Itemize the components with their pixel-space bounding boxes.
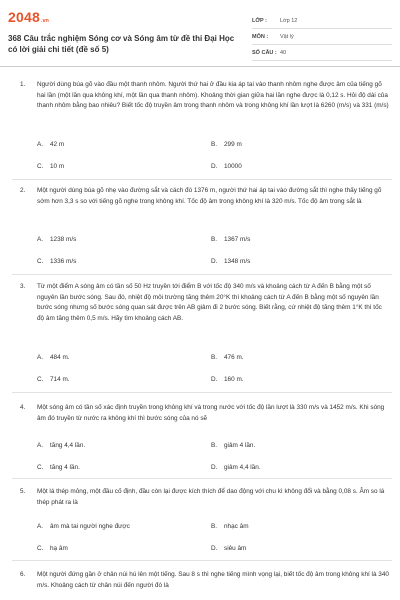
option-text: 42 m — [50, 141, 65, 148]
question-text: Người dùng búa gõ vào đầu một thanh nhôm. Người thứ hai ở đầu kia áp tai vào thanh nhôm nghe được âm của tiếng gõ hai lần (một lần qua không khí, một lần qua thanh nhôm). Khoảng thời gian giữa hai lần nghe được là 0,12 s. Hỏi độ dài của thanh nhôm bằng bao nhiêu? Biết tốc độ truyền âm trong thanh nhôm và trong không khí lần lượt là 6260 (m/s) và 331 (m/s) — [37, 81, 389, 110]
question-text: Một người dùng búa gõ nhẹ vào đường sắt và cách đó 1376 m, người thứ hai áp tai vào đường sắt thì nghe thấy tiếng gõ sớm hơn 3,3 s so với tiếng gõ nghe trong không khí. Tốc độ âm trong không khí là 320 m/s. Tốc độ âm trong sắt là — [37, 187, 382, 205]
option-a[interactable] — [37, 353, 70, 362]
question-divider — [12, 478, 392, 479]
option-letter: A. — [37, 354, 44, 361]
option-letter: C. — [37, 464, 44, 471]
option-d[interactable] — [211, 544, 246, 553]
option-c[interactable] — [37, 375, 70, 384]
question-divider — [12, 274, 392, 275]
header-divider — [0, 66, 400, 67]
meta-row-count — [252, 45, 392, 61]
option-a[interactable] — [37, 140, 64, 149]
question-number: 1. — [20, 81, 26, 88]
question-divider — [12, 392, 392, 393]
option-c[interactable] — [37, 544, 68, 553]
document-title: 368 Câu trắc nghiệm Sóng cơ và Sóng âm từ đề thi Đại Học có lời giải chi tiết (đề số 5) — [8, 34, 235, 54]
option-letter: D. — [211, 258, 218, 265]
option-letter: D. — [211, 464, 218, 471]
question-divider — [12, 560, 392, 561]
option-letter: B. — [211, 141, 218, 148]
option-d[interactable] — [211, 463, 261, 472]
option-c[interactable] — [37, 162, 64, 171]
logo-suffix: .vn — [40, 18, 49, 24]
option-letter: A. — [37, 442, 44, 449]
question-number: 4. — [20, 404, 26, 411]
option-letter: C. — [37, 545, 44, 552]
option-a[interactable] — [37, 441, 85, 450]
option-c[interactable] — [37, 463, 80, 472]
option-text: siêu âm — [224, 545, 247, 552]
option-letter: D. — [211, 163, 218, 170]
option-letter: A. — [37, 523, 44, 530]
option-d[interactable] — [211, 162, 242, 171]
option-text: 1367 m/s — [224, 236, 251, 243]
option-d[interactable] — [211, 375, 244, 384]
option-text: giảm 4,4 lần. — [224, 464, 261, 471]
option-text: 714 m. — [50, 376, 70, 383]
option-letter: C. — [37, 258, 44, 265]
option-letter: A. — [37, 141, 44, 148]
option-c[interactable] — [37, 257, 76, 266]
meta-label: LỚP : — [252, 17, 267, 24]
option-letter: D. — [211, 376, 218, 383]
question-number: 5. — [20, 488, 26, 495]
option-text: tăng 4 lần. — [50, 464, 80, 471]
option-b[interactable] — [211, 441, 255, 450]
option-text: 1336 m/s — [50, 258, 77, 265]
option-text: hạ âm — [50, 545, 68, 552]
question-text: Một sóng âm có tần số xác định truyền trong không khí và trong nước với tốc độ lần lượt là 330 m/s và 1452 m/s. Khi sóng âm đó truyền từ nước ra không khí thì bước sóng của nó sẽ — [37, 404, 385, 422]
logo-text: 2048 — [8, 9, 40, 25]
question-number: 2. — [20, 187, 26, 194]
option-text: 299 m — [224, 141, 242, 148]
meta-table — [252, 13, 392, 61]
question-text: Một lá thép mỏng, một đầu cố định, đầu còn lại được kích thích để dao động với chu kì không đổi và bằng 0,08 s. Âm so lá thép phát ra là — [37, 488, 385, 506]
option-a[interactable] — [37, 522, 130, 531]
option-text: 484 m. — [50, 354, 70, 361]
question-number: 3. — [20, 283, 26, 290]
option-text: nhạc âm — [224, 523, 249, 530]
meta-value: Vật lý — [280, 33, 294, 40]
question-number: 6. — [20, 571, 26, 578]
meta-row-subject — [252, 29, 392, 45]
option-letter: C. — [37, 376, 44, 383]
meta-label: SỐ CÂU : — [252, 49, 277, 56]
option-b[interactable] — [211, 353, 244, 362]
option-b[interactable] — [211, 522, 249, 531]
option-letter: D. — [211, 545, 218, 552]
meta-value: 40 — [280, 49, 287, 56]
option-text: 1238 m/s — [50, 236, 77, 243]
option-text: 476 m. — [224, 354, 244, 361]
option-text: 1348 m/s — [224, 258, 251, 265]
option-text: âm mà tai người nghe được — [50, 523, 130, 530]
option-text: 10 m — [50, 163, 65, 170]
option-text: 10000 — [224, 163, 242, 170]
option-text: tăng 4,4 lần. — [50, 442, 86, 449]
question-divider — [12, 179, 392, 180]
site-logo[interactable] — [8, 9, 49, 25]
option-letter: B. — [211, 354, 218, 361]
meta-label: MÔN : — [252, 33, 269, 40]
option-letter: A. — [37, 236, 44, 243]
option-letter: B. — [211, 523, 218, 530]
option-letter: B. — [211, 442, 218, 449]
option-text: giảm 4 lần. — [224, 442, 256, 449]
header — [0, 0, 400, 66]
question-text: Từ một điểm A sóng âm có tần số 50 Hz truyền tới điểm B với tốc độ 340 m/s và khoảng cách từ A đến B bằng một số nguyên lần bước sóng. Sau đó, nhiệt độ môi trường tăng thêm 20°K thì khoảng cách từ A đến B bằng một số nguyên lần bước sóng nhưng số bước sóng quan sát được trên AB giảm đi 2 bước sóng. Biết rằng, cứ nhiệt độ tăng thêm 1°K thì tốc độ âm tăng thêm 0,5 m/s. Hãy tìm khoảng cách AB. — [37, 283, 382, 322]
option-d[interactable] — [211, 257, 250, 266]
option-letter: B. — [211, 236, 218, 243]
option-b[interactable] — [211, 235, 250, 244]
option-a[interactable] — [37, 235, 76, 244]
meta-value: Lớp 12 — [280, 17, 298, 24]
option-text: 160 m. — [224, 376, 244, 383]
option-letter: C. — [37, 163, 44, 170]
option-b[interactable] — [211, 140, 242, 149]
question-text: Một người đứng gần ở chân núi hú lên một tiếng. Sau 8 s thì nghe tiếng mình vọng lại, biết tốc độ âm trong không khí là 340 m/s. Khoảng cách từ chân núi đến người đó là — [37, 571, 389, 589]
meta-row-grade — [252, 13, 392, 29]
